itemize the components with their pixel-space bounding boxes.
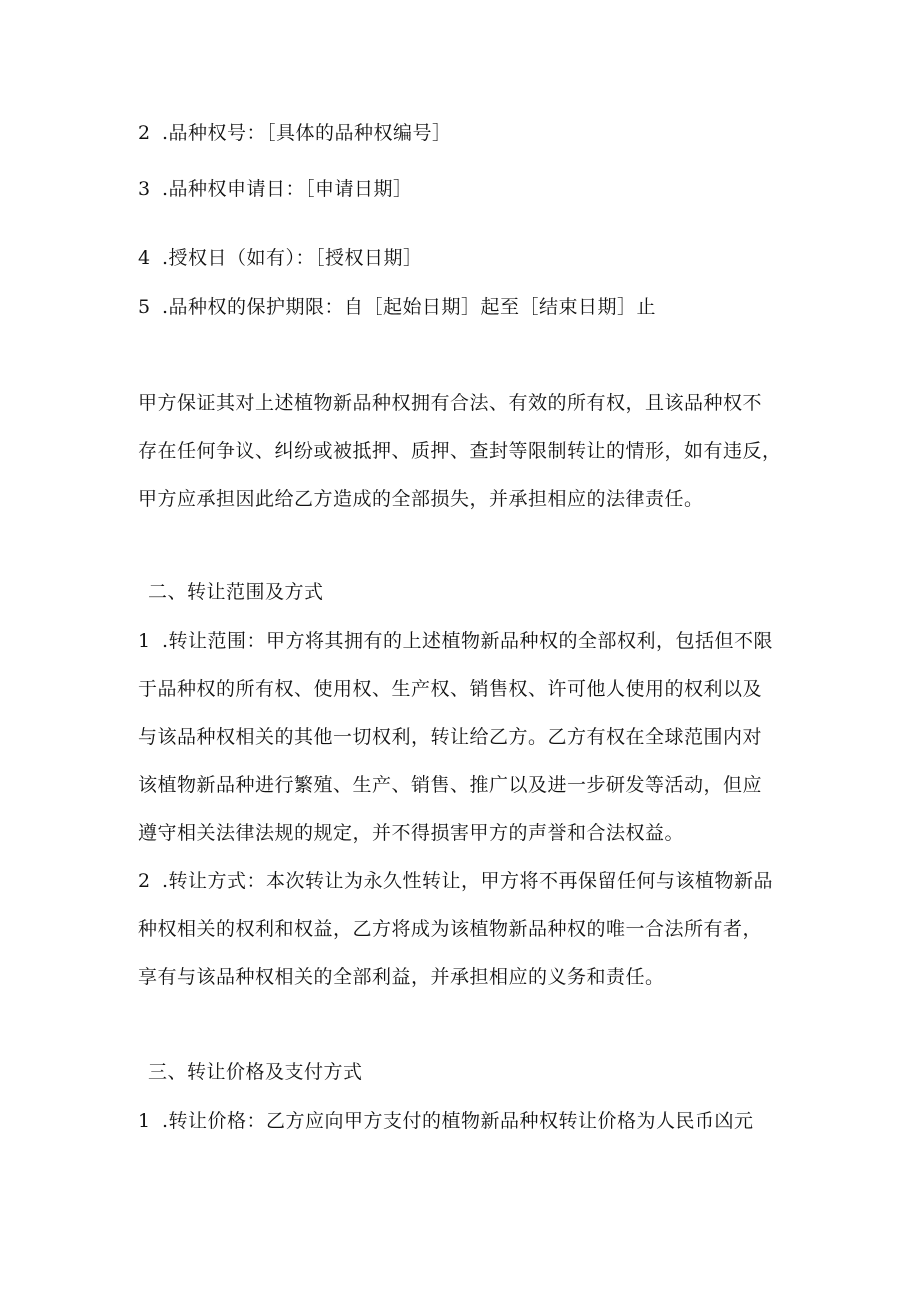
- transfer-scope-line: [138, 629, 773, 653]
- transfer-scope-line: 与该品种权相关的其他一切权利，转让给乙方。乙方有权在全球范围内对: [138, 726, 763, 748]
- item-text: .品种权的保护期限：自［起始日期］起至［结束日期］止: [162, 296, 657, 318]
- item-number: 1: [138, 630, 151, 652]
- item-number: 3: [138, 178, 151, 200]
- transfer-price-line: [138, 1109, 754, 1133]
- section-heading-transfer-scope: 二、转让范围及方式: [148, 581, 324, 603]
- item-text: .转让范围：甲方将其拥有的上述植物新品种权的全部权利，包括但不限: [162, 630, 774, 652]
- item-application-date: [138, 177, 413, 201]
- item-number: 2: [138, 870, 151, 892]
- item-number: 2: [138, 122, 151, 144]
- transfer-method-line: [138, 869, 773, 893]
- item-text: .转让价格：乙方应向甲方支付的植物新品种权转让价格为人民币凶元: [162, 1110, 754, 1132]
- transfer-scope-line: 遵守相关法律法规的规定，并不得损害甲方的声誉和合法权益。: [138, 822, 685, 844]
- warranty-line: 甲方保证其对上述植物新品种权拥有合法、有效的所有权，且该品种权不: [138, 392, 763, 414]
- section-heading-price-payment: 三、转让价格及支付方式: [148, 1061, 363, 1083]
- item-variety-right-number: [138, 121, 452, 145]
- item-grant-date: [138, 246, 423, 270]
- item-protection-period: [138, 295, 656, 319]
- transfer-method-line: 享有与该品种权相关的全部利益，并承担相应的义务和责任。: [138, 966, 665, 988]
- item-number: 1: [138, 1110, 151, 1132]
- item-text: .转让方式：本次转让为永久性转让，甲方将不再保留任何与该植物新品: [162, 870, 774, 892]
- item-number: 5: [138, 296, 151, 318]
- item-text: .授权日（如有）：［授权日期］: [162, 247, 423, 269]
- item-number: 4: [138, 247, 151, 269]
- transfer-scope-line: 于品种权的所有权、使用权、生产权、销售权、许可他人使用的权利以及: [138, 678, 763, 700]
- item-text: .品种权号：［具体的品种权编号］: [162, 122, 452, 144]
- item-text: .品种权申请日：［申请日期］: [162, 178, 413, 200]
- transfer-scope-line: 该植物新品种进行繁殖、生产、销售、推广以及进一步研发等活动，但应: [138, 774, 763, 796]
- warranty-line: 存在任何争议、纠纷或被抵押、质押、查封等限制转让的情形，如有违反，: [138, 440, 782, 462]
- transfer-method-line: 种权相关的权利和权益，乙方将成为该植物新品种权的唯一合法所有者，: [138, 918, 763, 940]
- warranty-line: 甲方应承担因此给乙方造成的全部损失，并承担相应的法律责任。: [138, 488, 704, 510]
